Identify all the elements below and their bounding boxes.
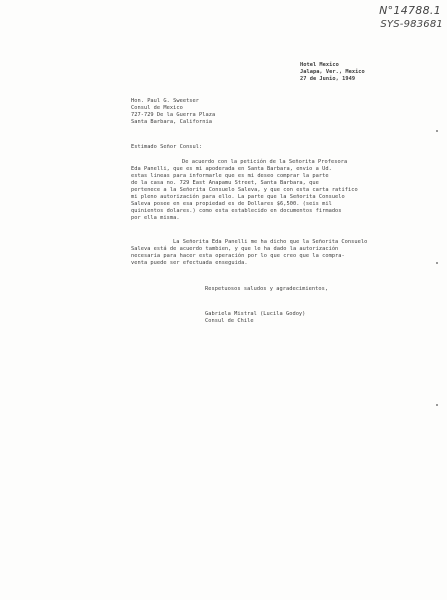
- recipient-title: Consul de Mexico: [131, 105, 183, 111]
- recipient-name: Hon. Paul G. Sweetser: [131, 98, 200, 104]
- header-city: Jalapa, Ver., Mexico: [300, 69, 365, 75]
- signature-title: Consul de Chile: [205, 318, 254, 324]
- archive-sys-code: SYS-983681: [380, 19, 443, 30]
- body-line: Eda Panelli, que es mi apoderada en Santa Barbara, envio a Ud.: [131, 166, 332, 172]
- body-line: De acuerdo con la petición de la Señorita Profesora: [182, 159, 348, 165]
- scan-mark: [436, 404, 438, 406]
- body-line: estas lineas para informarle que es mi deseo comprar la parte: [131, 173, 329, 179]
- body-line: Saleva está de acuerdo tambien, y que le ha dado la autorización: [131, 246, 339, 252]
- scan-mark: [436, 130, 438, 132]
- body-line: mi pleno autorización para ello. La parte que la Señorita Consuelo: [131, 194, 345, 200]
- body-line: venta puede ser efectuada enseguida.: [131, 260, 248, 266]
- body-line: necesaria para hacer esta operación por lo que creo que la compra-: [131, 253, 345, 259]
- body-line: Saleva posee en esa propiedad es de Dollares $6,500. (seis mil: [131, 201, 332, 207]
- recipient-city: Santa Barbara, California: [131, 119, 212, 125]
- body-line: quinientos dolares.) como esta establecido en documentos firmados: [131, 208, 342, 214]
- recipient-street: 727-729 De la Guerra Plaza: [131, 112, 216, 118]
- signature-name: Gabriela Mistral (Lucila Godoy): [205, 311, 306, 317]
- salutation: Estimado Señor Consul:: [131, 144, 203, 150]
- body-line: por ella misma.: [131, 215, 180, 221]
- archive-ref-number: N°14788.1: [379, 4, 441, 17]
- scan-mark: [436, 262, 438, 264]
- body-line: pertenece a la Señorita Consuelo Saleva, y que con esta carta ratifico: [131, 187, 358, 193]
- body-line: La Señorita Eda Panelli me ha dicho que la Señorita Consuelo: [173, 239, 368, 245]
- header-hotel: Hotel Mexico: [300, 62, 339, 68]
- closing: Respetuosos saludos y agradecimientos,: [205, 286, 329, 292]
- body-line: de la casa no. 729 East Anapamu Street, Santa Barbara, que: [131, 180, 319, 186]
- header-date: 27 de Junio, 1949: [300, 76, 356, 82]
